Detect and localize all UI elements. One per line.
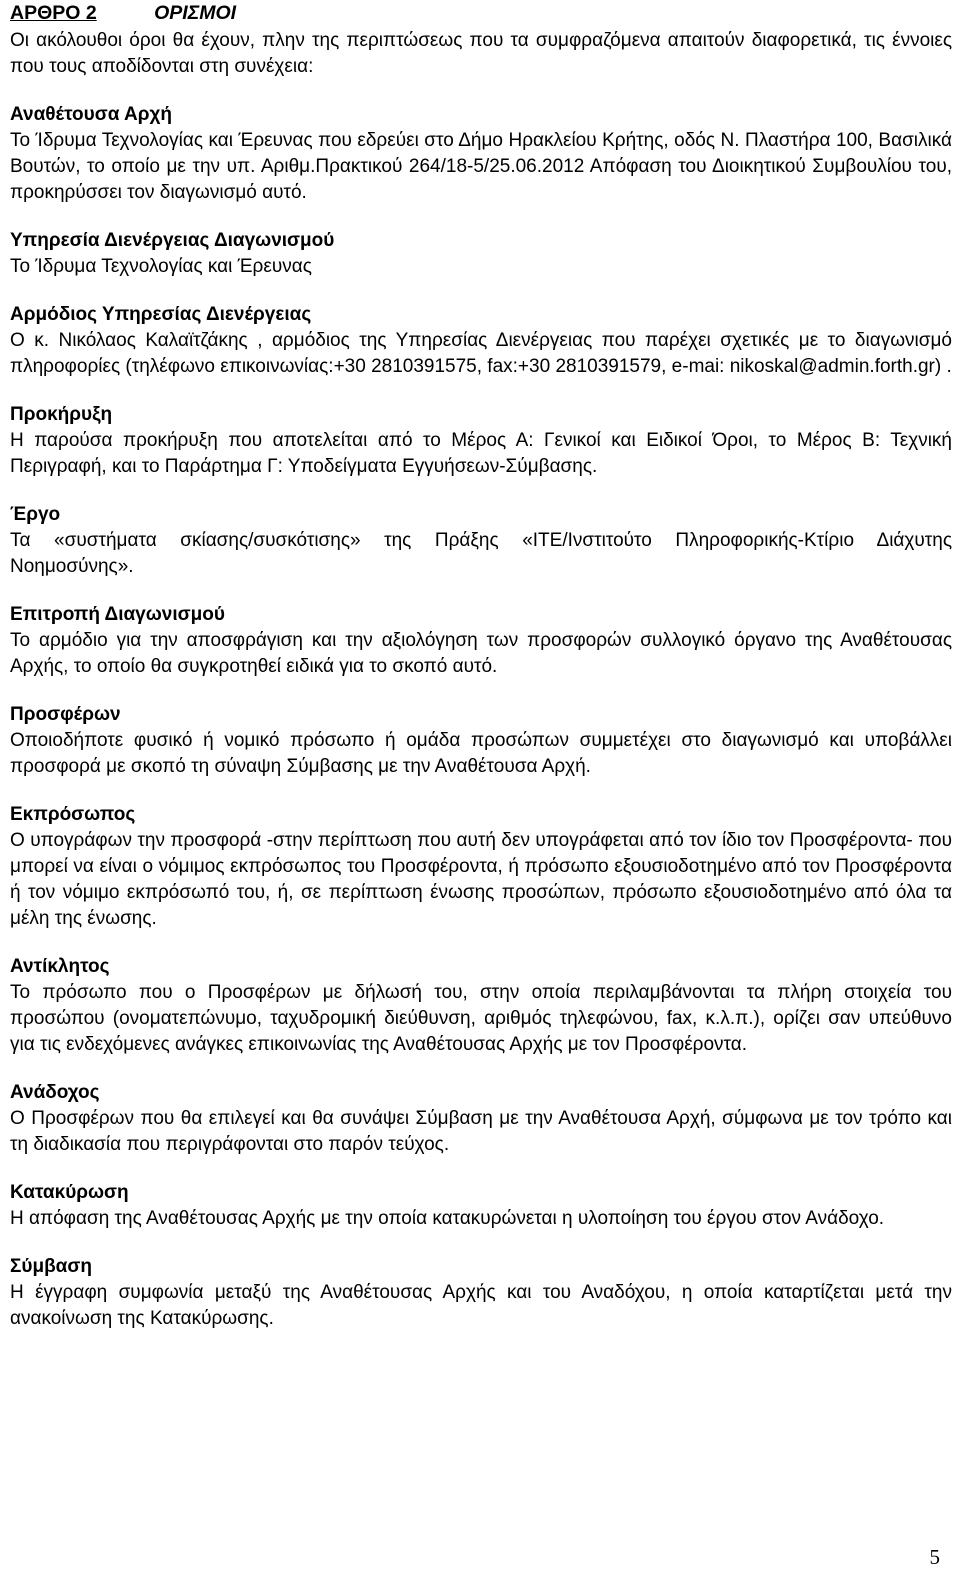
definition-text: Η παρούσα προκήρυξη που αποτελείται από το Μέρος Α: Γενικοί και Ειδικοί Όροι, το Μέρος Β: Τεχνική Περιγραφή, και το Παράρτημα Γ: Υποδείγματα Εγγυήσεων-Σύμβασης. [10, 430, 952, 477]
definition-term: Υπηρεσία Διενέργειας Διαγωνισμού [10, 230, 335, 251]
definition-text: Το Ίδρυμα Τεχνολογίας και Έρευνας που εδρεύει στο Δήμο Ηρακλείου Κρήτης, οδός Ν. Πλαστήρα 100, Βασιλικά Βουτών, το οποίο με την υπ. Αριθμ.Πρακτικού 264/18-5/25.06.2012 Απόφαση του Διοικητικού Συμβουλίου του, προκηρύσσει τον διαγωνισμό αυτό. [10, 130, 952, 203]
definition-contracting-authority [10, 102, 952, 206]
definition-committee [10, 602, 952, 680]
definition-term: Κατακύρωση [10, 1182, 129, 1203]
definition-text: Τα «συστήματα σκίασης/συσκότισης» της Πράξης «ΙΤΕ/Ινστιτούτο Πληροφορικής-Κτίριο Διάχυτης Νοημοσύνης». [10, 530, 952, 577]
intro-paragraph: Οι ακόλουθοι όροι θα έχουν, πλην της περιπτώσεως που τα συμφραζόμενα απαιτούν διαφορετικά, τις έννοιες που τους αποδίδονται στη συνέχεια: [10, 30, 952, 77]
definition-responsible-person [10, 302, 952, 380]
definition-text: Η απόφαση της Αναθέτουσας Αρχής με την οποία κατακυρώνεται η υλοποίηση του έργου στον Ανάδοχο. [10, 1208, 885, 1229]
definition-term: Σύμβαση [10, 1256, 92, 1277]
article-heading [10, 2, 952, 25]
definition-text: Οποιοδήποτε φυσικό ή νομικό πρόσωπο ή ομάδα προσώπων συμμετέχει στο διαγωνισμό και υποβάλλει προσφορά με σκοπό τη σύναψη Σύμβασης με την Αναθέτουσα Αρχή. [10, 730, 952, 777]
definition-term: Αντίκλητος [10, 956, 110, 977]
definition-term: Έργο [10, 504, 61, 525]
definition-text: Το Ίδρυμα Τεχνολογίας και Έρευνας [10, 256, 312, 277]
definition-text: Το αρμόδιο για την αποσφράγιση και την αξιολόγηση των προσφορών συλλογικό όργανο της Αναθέτουσας Αρχής, το οποίο θα συγκροτηθεί ειδικά για το σκοπό αυτό. [10, 630, 952, 677]
definition-proclamation [10, 402, 952, 480]
definition-text: Ο κ. Νικόλαος Καλαϊτζάκης , αρμόδιος της Υπηρεσίας Διενέργειας που παρέχει σχετικές με το διαγωνισμό πληροφορίες (τηλέφωνο επικοινωνίας:+30 2810391575, fax:+30 2810391579, e-mai: nikoskal@admin.forth.gr) . [10, 330, 952, 377]
article-number: ΑΡΘΡΟ 2 [10, 2, 97, 24]
page-number: 5 [929, 1545, 940, 1569]
definition-proxy [10, 954, 952, 1058]
document-page [10, 2, 952, 1332]
article-title: ΟΡΙΣΜΟΙ [154, 2, 237, 24]
definition-term: Αρμόδιος Υπηρεσίας Διενέργειας [10, 304, 312, 325]
definition-text: Το πρόσωπο που ο Προσφέρων με δήλωσή του, στην οποία περιλαμβάνονται τα πλήρη στοιχεία του προσώπου (ονοματεπώνυμο, ταχυδρομική διεύθυνση, αριθμός τηλεφώνου, fax, κ.λ.π.), ορίζει σαν υπεύθυνο για τις ενδεχόμενες ανάγκες επικοινωνίας της Αναθέτουσας Αρχής με τον Προσφέροντα. [10, 982, 952, 1055]
definition-term: Επιτροπή Διαγωνισμού [10, 604, 225, 625]
definition-award [10, 1180, 952, 1232]
definition-contractor [10, 1080, 952, 1158]
definition-term: Προκήρυξη [10, 404, 113, 425]
definition-text: Η έγγραφη συμφωνία μεταξύ της Αναθέτουσας Αρχής και του Αναδόχου, η οποία καταρτίζεται μετά την ανακοίνωση της Κατακύρωσης. [10, 1282, 952, 1329]
definition-term: Προσφέρων [10, 704, 121, 725]
definition-term: Εκπρόσωπος [10, 804, 136, 825]
definition-text: Ο Προσφέρων που θα επιλεγεί και θα συνάψει Σύμβαση με την Αναθέτουσα Αρχή, σύμφωνα με τον τρόπο και τη διαδικασία που περιγράφονται στο παρόν τεύχος. [10, 1108, 952, 1155]
definition-project [10, 502, 952, 580]
definition-term: Αναθέτουσα Αρχή [10, 104, 172, 125]
definition-contract [10, 1254, 952, 1332]
definition-term: Ανάδοχος [10, 1082, 100, 1103]
definition-text: Ο υπογράφων την προσφορά -στην περίπτωση που αυτή δεν υπογράφεται από τον ίδιο τον Προσφέροντα- που μπορεί να είναι ο νόμιμος εκπρόσωπος του Προσφέροντα, ή πρόσωπο εξουσιοδοτημένο από τον Προσφέροντα ή τον νόμιμο εκπρόσωπό του, ή, σε περίπτωση ένωσης προσώπων, πρόσωπο εξουσιοδοτημένο από όλα τα μέλη της ένωσης. [10, 830, 952, 929]
definition-bidder [10, 702, 952, 780]
definition-representative [10, 802, 952, 932]
definition-tender-service [10, 228, 952, 280]
